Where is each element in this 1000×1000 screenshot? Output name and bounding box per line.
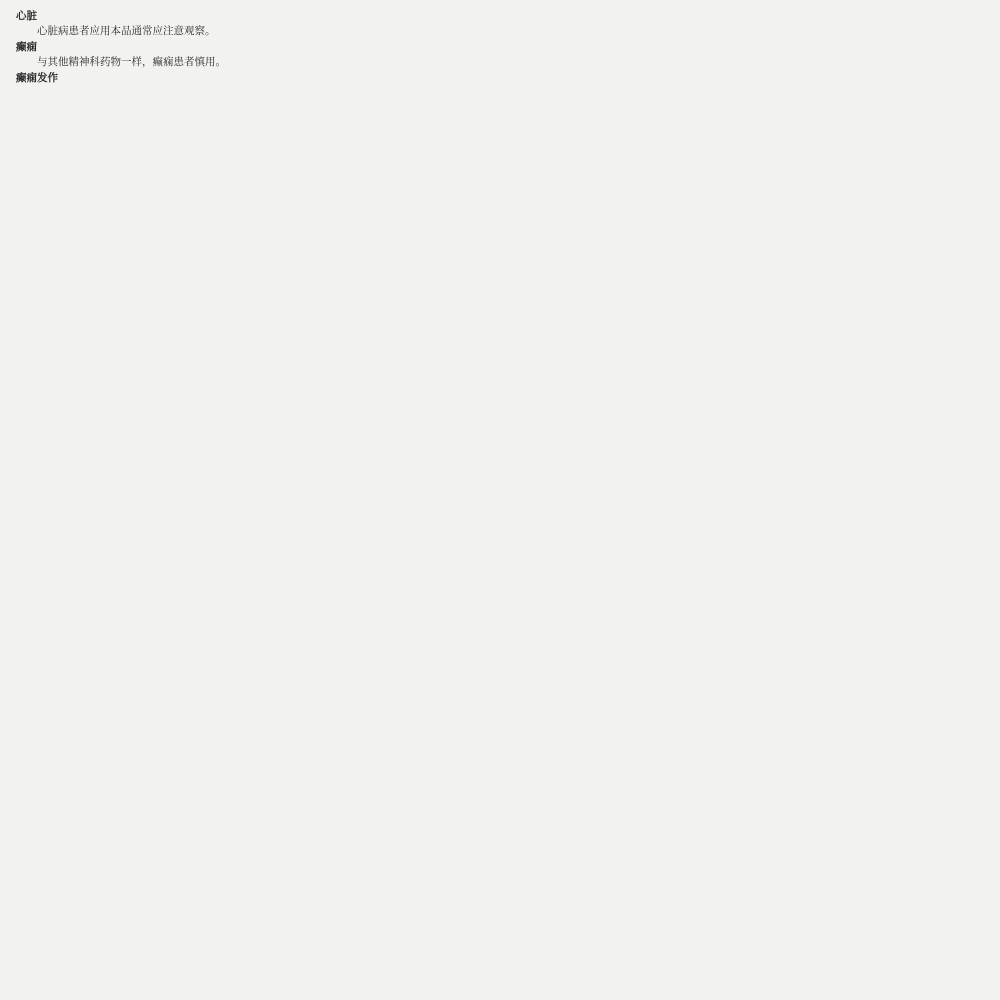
paragraph-epilepsy: 与其他精神科药物一样，癫痫患者慎用。 bbox=[37, 55, 226, 68]
left-column bbox=[16, 8, 488, 994]
heading-epilepsy: 癫痫 bbox=[16, 40, 37, 53]
heading-epilepsy-2: 癫痫发作 bbox=[16, 71, 58, 84]
heading-cardiac: 心脏 bbox=[16, 10, 37, 22]
right-column bbox=[514, 8, 986, 994]
paragraph-cardiac: 心脏病患者应用本品通常应注意观察。 bbox=[37, 24, 216, 37]
